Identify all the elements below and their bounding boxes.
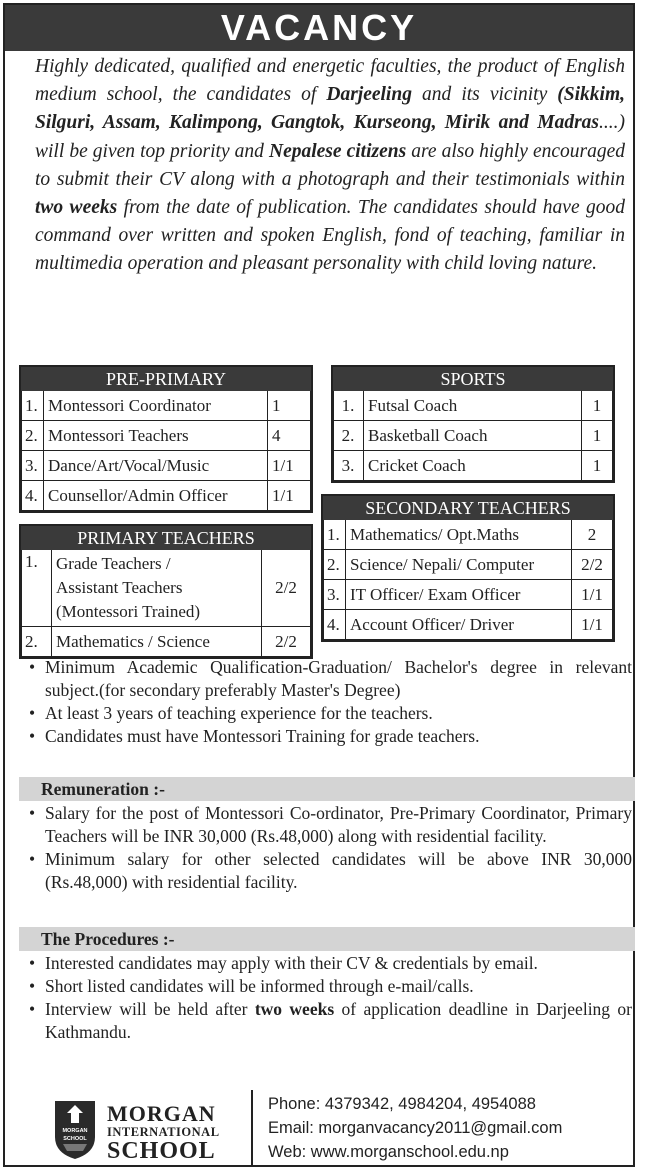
list-item: • Minimum Academic Qualification-Graduation/ Bachelor's degree in relevant subject.(for secondary preferably Master's Degree) [27,656,632,702]
post-count: 4 [268,421,311,451]
intro-text-3: ....) will be given top priority and [35,112,625,162]
sports-table [331,365,615,483]
intro-paragraph [35,53,625,279]
page-title: VACANCY [5,5,633,51]
crest-text-1: MORGAN [62,1128,88,1134]
post-line: Assistant Teachers [56,578,183,597]
procedure-text: of application deadline in Darjeeling or Kathmandu. [45,999,632,1042]
intro-text-4: are also highly encouraged to submit their CV along with a photograph and their testimonials within [35,140,626,190]
table-row [334,451,613,481]
post-line: (Montessori Trained) [56,602,201,621]
post-count: 1/1 [268,451,311,481]
crest-text-2: SCHOOL [63,1136,87,1142]
post-count: 2/2 [572,550,613,580]
post-name: Mathematics / Science [52,627,262,657]
row-number: 2. [22,421,44,451]
list-item: • Salary for the post of Montessori Co-ordinator, Pre-Primary Coordinator, Primary Teachers will be INR 30,000 (Rs.48,000) along with residential facility. [27,802,632,848]
post-name: Counsellor/Admin Officer [44,481,268,511]
post-name: Dance/Art/Vocal/Music [44,451,268,481]
contact-email[interactable]: Email: morganvacancy2011@gmail.com [268,1119,563,1137]
post-name: IT Officer/ Exam Officer [346,580,572,610]
row-number: 1. [324,520,346,550]
remuneration-heading: Remuneration :- [19,777,635,801]
table-row [324,550,613,580]
list-item [27,998,632,1044]
vacancy-advertisement [3,3,635,1167]
pre-primary-heading: PRE-PRIMARY [21,367,311,391]
contact-website[interactable]: Web: www.morganschool.edu.np [268,1143,509,1161]
procedures-heading: The Procedures :- [19,927,635,951]
table-row [22,481,311,511]
row-number: 3. [334,451,364,481]
table-row [22,627,311,657]
table-row [22,451,311,481]
list-item: • At least 3 years of teaching experience for the teachers. [27,702,632,725]
post-name: Montessori Coordinator [44,391,268,421]
primary-teachers-table [19,524,313,659]
post-line: Grade Teachers / [56,554,171,573]
table-row [334,391,613,421]
primary-teachers-heading: PRIMARY TEACHERS [21,526,311,550]
secondary-teachers-heading: SECONDARY TEACHERS [323,496,613,520]
table-row [22,391,311,421]
row-number: 3. [22,451,44,481]
contact-phone: Phone: 4379342, 4984204, 4954088 [268,1095,536,1113]
post-count: 1 [582,451,613,481]
post-name: Science/ Nepali/ Computer [346,550,572,580]
list-item: • Candidates must have Montessori Training for grade teachers. [27,725,632,748]
procedure-bold-two-weeks: two weeks [254,999,335,1019]
school-crest-icon [53,1099,97,1161]
post-name: Montessori Teachers [44,421,268,451]
intro-text-2: and its vicinity [411,84,558,106]
post-count: 1/1 [268,481,311,511]
post-name: Basketball Coach [364,421,582,451]
procedures-list [27,952,632,1044]
post-count: 1 [582,421,613,451]
table-row [324,520,613,550]
list-item: • Interested candidates may apply with their CV & credentials by email. [27,952,632,975]
table-row [324,580,613,610]
intro-text-5: from the date of publication. The candidates should have good command over written and spoken English, fond of teaching, familiar in multimedia operation and pleasant personality with child loving nature. [35,197,625,275]
post-count: 1 [582,391,613,421]
intro-bold-nepalese: Nepalese citizens [269,140,407,162]
sports-heading: SPORTS [333,367,613,391]
table-row [22,421,311,451]
post-name: Mathematics/ Opt.Maths [346,520,572,550]
row-number: 1. [22,391,44,421]
intro-bold-darjeeling: Darjeeling [326,84,412,106]
row-number: 3. [324,580,346,610]
school-name-line2: INTERNATIONAL [107,1125,220,1139]
list-item: • Short listed candidates will be informed through e-mail/calls. [27,975,632,998]
intro-text-1: Highly dedicated, qualified and energetic faculties, the product of English medium school, the candidates of [35,56,625,106]
row-number: 1. [334,391,364,421]
remuneration-list [27,802,632,894]
post-name: Futsal Coach [364,391,582,421]
secondary-teachers-table [321,494,615,642]
post-name: Account Officer/ Driver [346,610,572,640]
table-row [334,421,613,451]
row-number: 1. [22,550,52,627]
row-number: 2. [324,550,346,580]
post-count: 1/1 [572,580,613,610]
post-count: 2/2 [262,627,311,657]
list-item: • Minimum salary for other selected candidates will be above INR 30,000 (Rs.48,000) with residential facility. [27,848,632,894]
table-row [22,550,311,627]
school-name-line3: SCHOOL [107,1138,216,1164]
row-number: 4. [22,481,44,511]
post-count: 1/1 [572,610,613,640]
post-count: 2 [572,520,613,550]
post-name: Cricket Coach [364,451,582,481]
table-row [324,610,613,640]
requirements-list [27,656,632,748]
footer-divider [251,1090,253,1165]
row-number: 4. [324,610,346,640]
row-number: 2. [22,627,52,657]
intro-bold-two-weeks: two weeks [35,197,118,219]
row-number: 2. [334,421,364,451]
intro-bold-places: (Sikkim, Silguri, Assam, Kalimpong, Gangtok, Kurseong, Mirik and Madras [35,84,626,134]
post-name [52,550,262,627]
post-count: 1 [268,391,311,421]
pre-primary-table [19,365,313,513]
school-name-line1: MORGAN [107,1101,216,1126]
procedure-text: Interview will be held after [45,999,255,1019]
post-count: 2/2 [262,550,311,627]
